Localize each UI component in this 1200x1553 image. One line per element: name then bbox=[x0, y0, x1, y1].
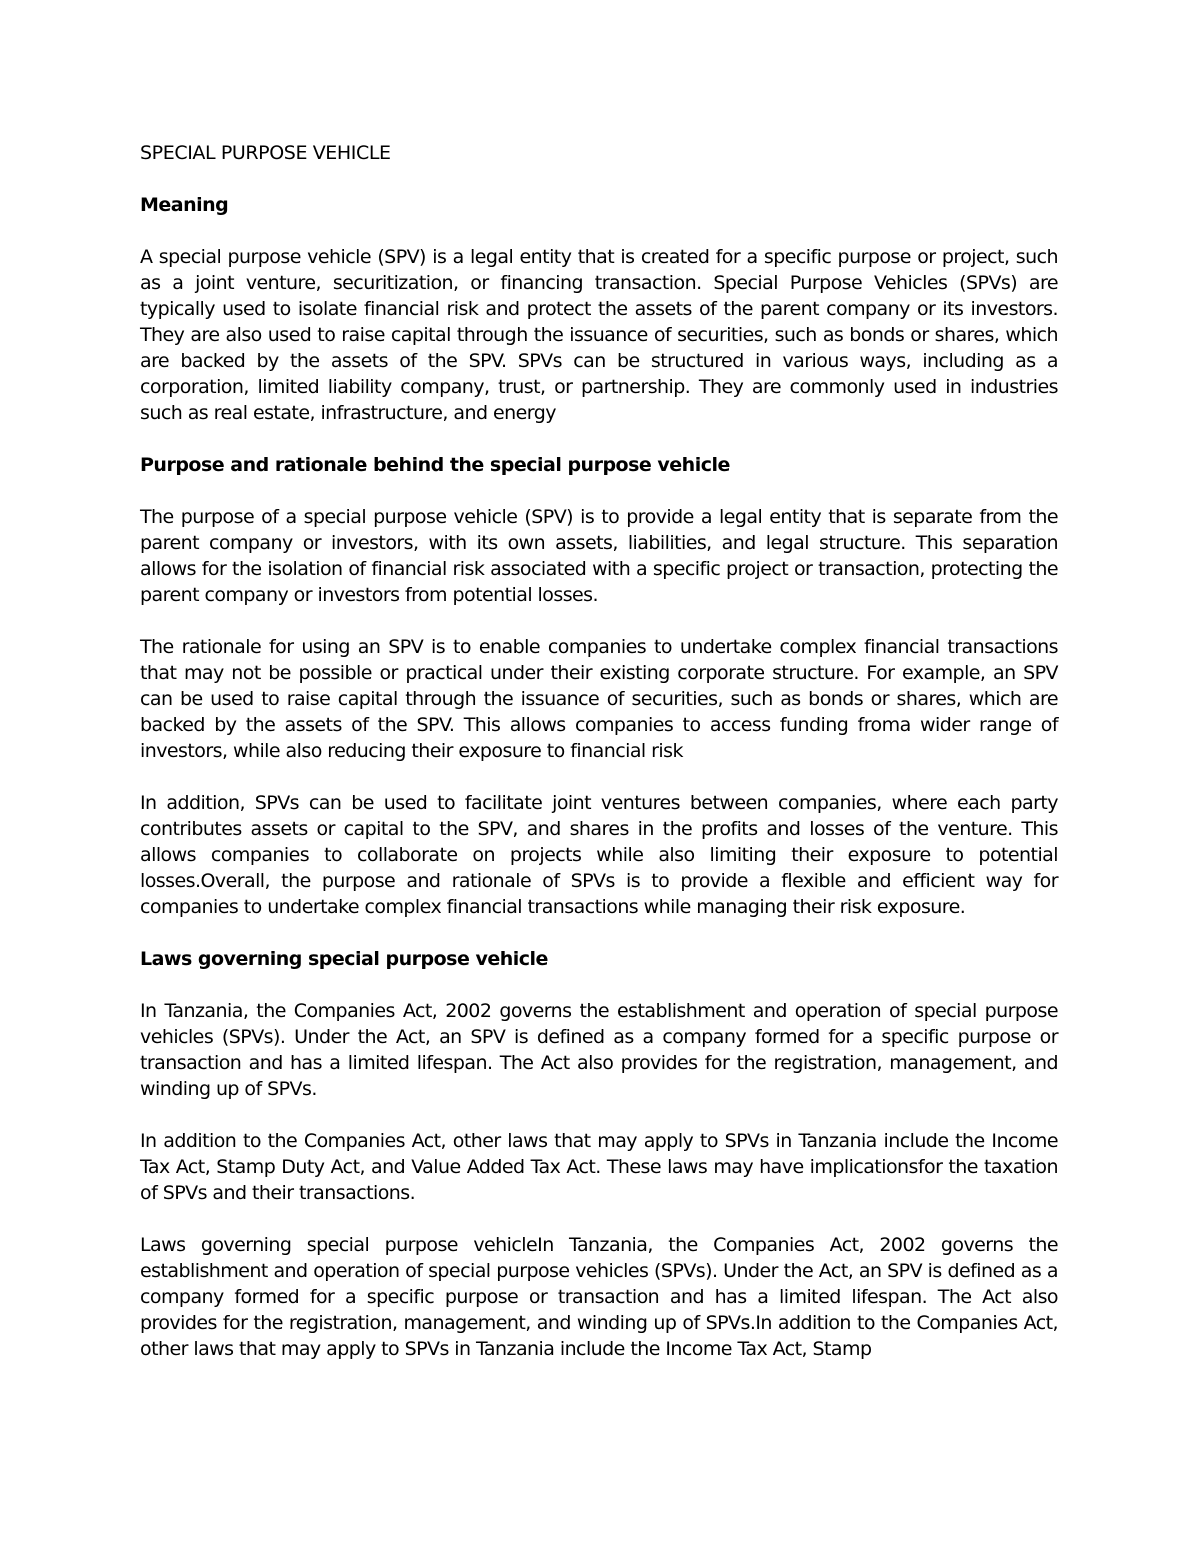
section-heading-purpose-rationale: Purpose and rationale behind the special purpose vehicle bbox=[140, 454, 730, 476]
paragraph-laws-summary: Laws governing special purpose vehicleIn Tanzania, the Companies Act, 2002 governs the establishment and operation of special purpose vehicles (SPVs). Under the Act, an SPV is defined as a company formed for a specific purpose or transaction and has a limited lifespan. The Act also provides for the registration, management, and winding up of SPVs.In addition to the Companies Act, other laws that may apply to SPVs in Tanzania include the Income Tax Act, Stamp bbox=[140, 1234, 1058, 1360]
paragraph-purpose: The purpose of a special purpose vehicle (SPV) is to provide a legal entity that is separate from the parent company or investors, with its own assets, liabilities, and legal structure. This separation allows for the isolation of financial risk associated with a specific project or transaction, protecting the parent company or investors from potential losses. bbox=[140, 506, 1058, 606]
paragraph-meaning: A special purpose vehicle (SPV) is a legal entity that is created for a specific purpose or project, such as a joint venture, securitization, or financing transaction. Special Purpose Vehicles (SPVs) are typically used to isolate financial risk and protect the assets of the parent company or its investors. They are also used to raise capital through the issuance of securities, such as bonds or shares, which are backed by the assets of the SPV. SPVs can be structured in various ways, including as a corporation, limited liability company, trust, or partnership. They are commonly used in industries such as real estate, infrastructure, and energy bbox=[140, 246, 1058, 424]
section-heading-laws: Laws governing special purpose vehicle bbox=[140, 948, 548, 970]
document-title: SPECIAL PURPOSE VEHICLE bbox=[140, 142, 391, 164]
paragraph-companies-act: In Tanzania, the Companies Act, 2002 governs the establishment and operation of special purpose vehicles (SPVs). Under the Act, an SPV is defined as a company formed for a specific purpose or transaction and has a limited lifespan. The Act also provides for the registration, management, and winding up of SPVs. bbox=[140, 1000, 1058, 1100]
paragraph-other-laws: In addition to the Companies Act, other laws that may apply to SPVs in Tanzania include the Income Tax Act, Stamp Duty Act, and Value Added Tax Act. These laws may have implicationsfor the taxation of SPVs and their transactions. bbox=[140, 1130, 1058, 1204]
section-heading-meaning: Meaning bbox=[140, 194, 229, 216]
paragraph-joint-ventures: In addition, SPVs can be used to facilitate joint ventures between companies, where each party contributes assets or capital to the SPV, and shares in the profits and losses of the venture. This allows companies to collaborate on projects while also limiting their exposure to potential losses.Overall, the purpose and rationale of SPVs is to provide a flexible and efficient way for companies to undertake complex financial transactions while managing their risk exposure. bbox=[140, 792, 1058, 918]
document-page bbox=[140, 140, 1058, 1362]
paragraph-rationale: The rationale for using an SPV is to enable companies to undertake complex financial transactions that may not be possible or practical under their existing corporate structure. For example, an SPV can be used to raise capital through the issuance of securities, such as bonds or shares, which are backed by the assets of the SPV. This allows companies to access funding froma wider range of investors, while also reducing their exposure to financial risk bbox=[140, 636, 1058, 762]
